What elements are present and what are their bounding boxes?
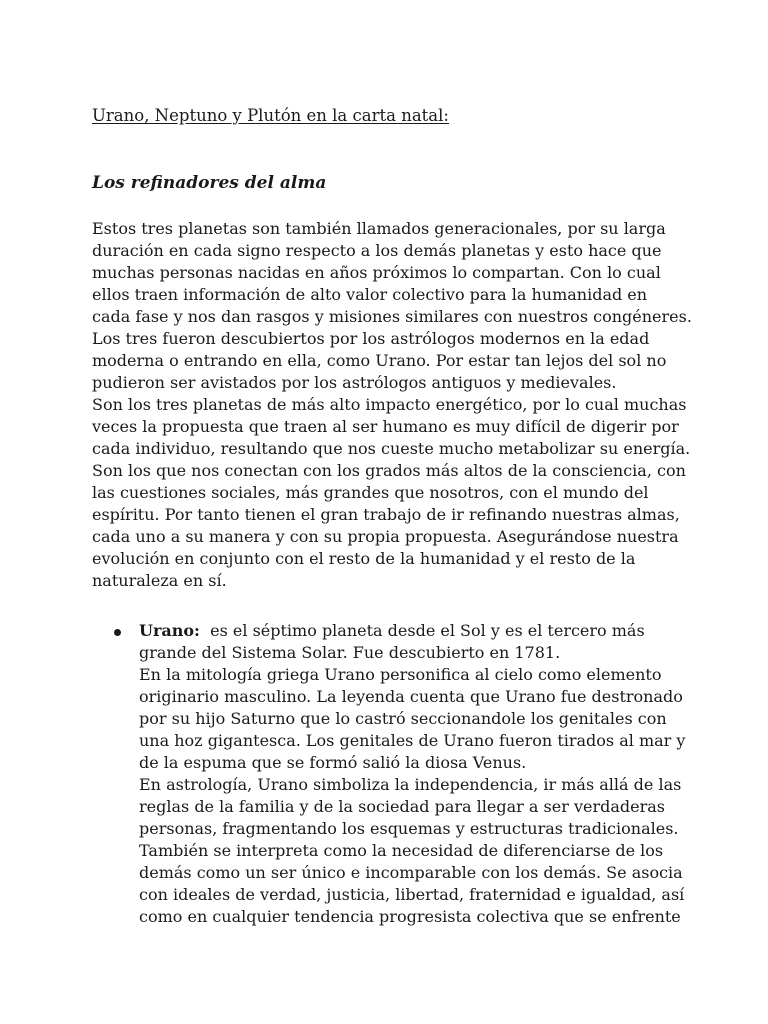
text-line: Los tres fueron descubiertos por los astrólogos modernos en la edad [92,329,650,348]
text-line: duración en cada signo respecto a los demás planetas y esto hace que [92,241,662,260]
bullet-first-line [139,620,699,642]
text-line: originario masculino. La leyenda cuenta que Urano fue destronado [139,687,683,706]
text-line: pudieron ser avistados por los astrólogos antiguos y medievales. [92,373,617,392]
bullet-first-line-rest: es el séptimo planeta desde el Sol y es el tercero más [199,621,645,640]
text-line: demás como un ser único e incomparable con los demás. Se asocia [139,863,683,882]
text-line: cada individuo, resultando que nos cueste mucho metabolizar su energía. [92,439,691,458]
text-line: En astrología, Urano simboliza la independencia, ir más allá de las [139,775,682,794]
text-line: personas, fragmentando los esquemas y estructuras tradicionales. [139,819,679,838]
text-line: ellos traen información de alto valor colectivo para la humanidad en [92,285,648,304]
bullet-text [139,620,699,928]
text-line: También se interpreta como la necesidad de diferenciarse de los [139,841,664,860]
text-line: Estos tres planetas son también llamados generacionales, por su larga [92,219,666,238]
text-line: reglas de la familia y de la sociedad para llegar a ser verdaderas [139,797,665,816]
text-line: grande del Sistema Solar. Fue descubierto en 1781. [139,643,561,662]
text-line: Son los que nos conectan con los grados más altos de la consciencia, con [92,461,686,480]
text-line: por su hijo Saturno que lo castró seccionandole los genitales con [139,709,667,728]
document-title: Urano, Neptuno y Plutón en la carta natal: [92,106,449,125]
text-line: con ideales de verdad, justicia, libertad, fraternidad e igualdad, así [139,885,685,904]
text-line: cada fase y nos dan rasgos y misiones similares con nuestros congéneres. [92,307,692,326]
text-line: de la espuma que se formó salió la diosa Venus. [139,753,527,772]
text-line: moderna o entrando en ella, como Urano. Por estar tan lejos del sol no [92,351,667,370]
text-line: una hoz gigantesca. Los genitales de Urano fueron tirados al mar y [139,731,686,750]
text-line: como en cualquier tendencia progresista colectiva que se enfrente [139,907,681,926]
bullet-dot-icon [114,629,121,636]
text-line: cada uno a su manera y con su propia propuesta. Asegurándose nuestra [92,527,679,546]
text-line: las cuestiones sociales, más grandes que nosotros, con el mundo del [92,483,649,502]
text-line: naturaleza en sí. [92,571,227,590]
text-line: En la mitología griega Urano personifica al cielo como elemento [139,665,662,684]
document-subtitle: Los refinadores del alma [92,173,327,193]
text-line: espíritu. Por tanto tienen el gran trabajo de ir refinando nuestras almas, [92,505,680,524]
text-line: muchas personas nacidas en años próximos lo compartan. Con lo cual [92,263,661,282]
intro-paragraph [92,218,692,592]
text-line: veces la propuesta que traen al ser humano es muy difícil de digerir por [92,417,679,436]
text-line: Son los tres planetas de más alto impacto energético, por lo cual muchas [92,395,687,414]
bullet-term: Urano: [139,621,200,640]
text-line: evolución en conjunto con el resto de la humanidad y el resto de la [92,549,636,568]
